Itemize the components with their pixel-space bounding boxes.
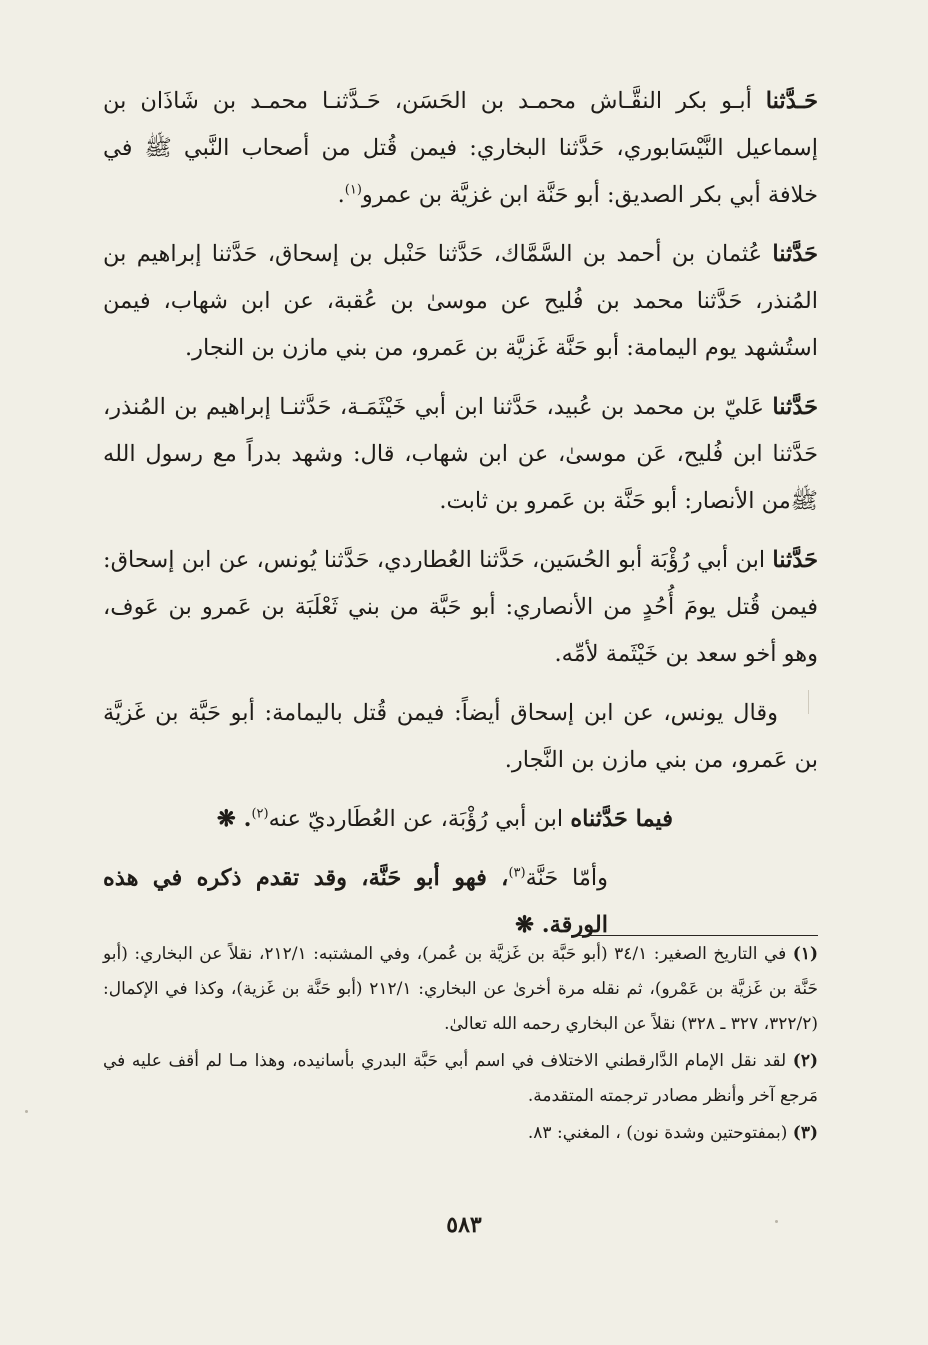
footnote-2 xyxy=(103,1044,818,1114)
paragraph-1 xyxy=(103,78,818,219)
paragraph-2 xyxy=(103,231,818,372)
scan-speck xyxy=(25,1110,28,1113)
footnote-text: لقد نقل الإمام الدَّارقطني الاختلاف في اسم أبي حَبَّة البدري بأسانيده، وهذا مـا لم أقف عليه في مَرجع آخر وأنظر مصادر ترجمته المتقدمة. xyxy=(103,1051,818,1106)
paragraph-text: وأمّا حَنَّة xyxy=(525,865,608,891)
paragraph-lead: حَدَّثنا xyxy=(772,547,818,573)
footnote-number: (٣) xyxy=(792,1123,818,1143)
footnotes xyxy=(103,937,818,1153)
footnote-divider xyxy=(578,935,818,936)
paragraph-text: أبـو بكر النقَّـاش محمـد بن الحَسَن، حَـدَّثنـا محمـد بن شَاذَان بن إسماعيل النَّيْسَابوري، حَدَّثنا البخاري: فيمن قُتل من أصحاب النَّبي ﷺ في خلافة أبي بكر الصديق: أبو حَنَّة ابن غزيَّة بن عمرو xyxy=(103,88,818,208)
paragraph-3 xyxy=(103,384,818,525)
paragraph-lead: حَـدَّثنا xyxy=(765,88,818,114)
paragraph-5 xyxy=(103,690,818,784)
paragraph-text: وقال يونس، عن ابن إسحاق أيضاً: فيمن قُتل باليمامة: أبو حَبَّة بن غَزيَّة بن عَمرو، من بني مازن بن النَّجار. xyxy=(103,700,818,773)
paragraph-lead: حَدَّثنا xyxy=(772,241,818,267)
scan-mark xyxy=(808,690,809,714)
scan-speck xyxy=(775,1220,778,1223)
footnote-3 xyxy=(103,1116,818,1151)
footnote-text: في التاريخ الصغير: ٣٤/١ (أبو حَبَّة بن غَزيَّة بن عُمر)، وفي المشتبه: ٢١٢/١، نقلاً عن البخاري: (أبو حَنَّة بن غَزيَّة بن عَمْرو)، ثم نقله مرة أخرىٰ عن البخاري: ٢١٢/١ (أبو حَنَّة بن غَزية)، وكذا في الإكمال: (٣٢٢/٢، ٣٢٧ ـ ٣٢٨) نقلاً عن البخاري رحمه الله تعالىٰ. xyxy=(103,944,819,1034)
footnote-text: (بمفتوحتين وشدة نون) ، المغني: ٨٣. xyxy=(527,1123,788,1143)
footnote-ref: (١) xyxy=(344,182,362,198)
paragraph-tail: . ❋ xyxy=(216,806,252,832)
paragraph-6 xyxy=(103,796,818,843)
footnote-number: (٢) xyxy=(792,1051,818,1071)
paragraph-text: ابن أبي رُؤْبَة أبو الحُسَين، حَدَّثنا العُطاردي، حَدَّثنا يُونس، عن ابن إسحاق: فيمن قُتل يومَ أُحُدٍ من الأنصاري: أبو حَبَّة من بني ثَعْلَبَة بن عَمرو بن عَوف، وهو أخو سعد بن خَيْثَمة لأمِّه. xyxy=(103,547,818,667)
paragraph-text: ابن أبي رُؤْبَة، عن العُطَارديّ عنه xyxy=(268,806,571,832)
footnote-1 xyxy=(103,937,818,1042)
paragraph-tail: ، فهو أبو حَنَّة، وقد تقدم ذكره في هذه الورقة. ❋ xyxy=(103,865,608,938)
main-text xyxy=(103,78,818,961)
footnote-number: (١) xyxy=(792,944,818,964)
paragraph-4 xyxy=(103,537,818,678)
paragraph-text: عُثمان بن أحمد بن السَّمَّاك، حَدَّثنا حَنْبل بن إسحاق، حَدَّثنا إبراهيم بن المُنذر، حَدَّثنا محمد بن فُليح عن موسىٰ بن عُقبة، عن ابن شهاب، فيمن استُشهد يوم اليمامة: أبو حَنَّة غَزيَّة بن عَمرو، من بني مازن بن النجار. xyxy=(103,241,818,361)
footnote-ref: (٢) xyxy=(251,806,269,822)
paragraph-text: عَليّ بن محمد بن عُبيد، حَدَّثنا ابن أبي خَيْثَمَـة، حَدَّثنـا إبراهيم بن المُنذر، حَدَّثنا ابن فُليح، عَن موسىٰ، عن ابن شهاب، قال: وشهد بدراً مع رسول الله ﷺمن الأنصار: أبو حَنَّة بن عَمرو بن ثابت. xyxy=(103,394,818,514)
paragraph-tail: . xyxy=(337,182,345,208)
paragraph-lead: فيما حَدَّثناه xyxy=(570,806,673,832)
paragraph-lead: حَدَّثنا xyxy=(772,394,818,420)
footnote-ref: (٣) xyxy=(508,865,526,881)
page-number: ٥٨٣ xyxy=(446,1212,482,1238)
